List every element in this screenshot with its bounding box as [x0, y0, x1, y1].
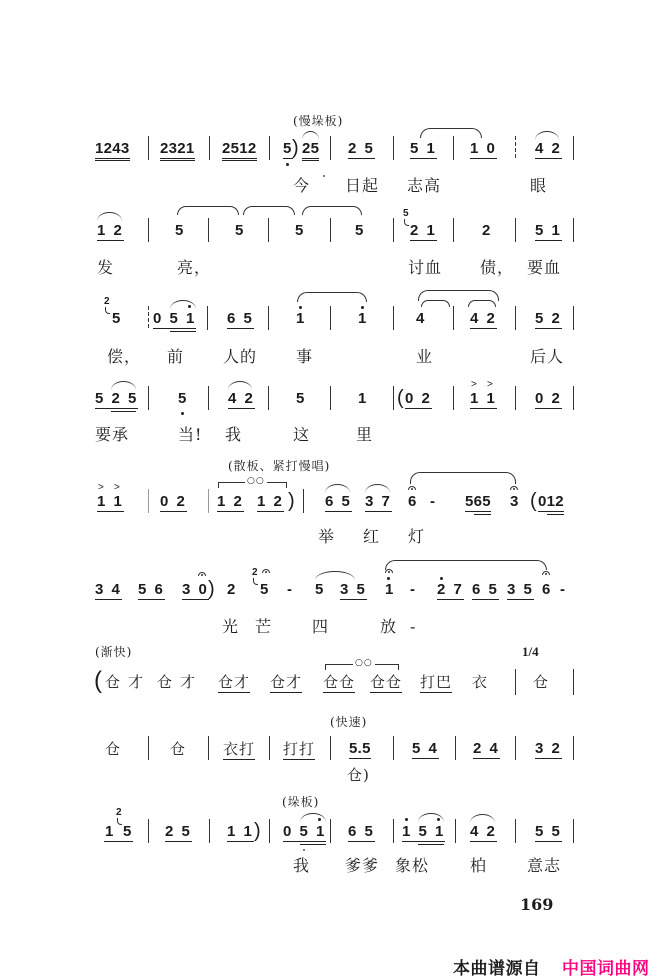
note-group: 2 7	[437, 581, 464, 598]
lyric: 我	[293, 856, 311, 875]
phrase-slur	[410, 472, 516, 484]
barline	[207, 306, 208, 330]
barline	[330, 819, 331, 843]
barline	[573, 306, 574, 330]
lyric: 眼	[530, 176, 548, 195]
note-group: 5 1	[535, 222, 562, 239]
lyric: 今	[293, 176, 311, 195]
note-group: 3 0	[182, 581, 209, 598]
barline	[515, 819, 516, 843]
tempo-marking: (渐快)	[95, 645, 133, 659]
barline	[573, 819, 574, 843]
slur-arc	[170, 300, 196, 309]
note-group: 6 5	[472, 581, 499, 598]
lyric: 讨血	[408, 258, 443, 277]
note: 5	[315, 581, 326, 598]
note-group: 1243	[95, 141, 130, 161]
slur-arc	[97, 212, 122, 221]
barline	[208, 386, 209, 410]
percussion-syllable: 仓	[105, 673, 122, 691]
slur-arc	[535, 131, 559, 140]
percussion-syllable: 仓	[533, 673, 550, 691]
percussion-group: 打巴	[420, 673, 453, 691]
bracket-open: (	[530, 490, 537, 512]
lyric: 志高	[407, 176, 442, 195]
barline	[268, 218, 269, 242]
barline	[330, 736, 331, 760]
note-group: 1 1	[227, 823, 254, 840]
note-group: 5 4	[412, 740, 439, 757]
bracket-mark: ○○	[247, 476, 265, 486]
note: 5	[296, 390, 307, 407]
note: 3	[510, 493, 521, 510]
note: 5	[112, 310, 123, 327]
grace-hook	[117, 818, 122, 825]
slur-arc	[325, 484, 350, 493]
barline	[208, 218, 209, 242]
dash-extension: -	[287, 581, 294, 598]
note-group: 0 2	[405, 390, 432, 407]
bracket-close: )	[254, 820, 261, 842]
grace-note: 2	[252, 567, 258, 578]
note: 5	[355, 222, 366, 239]
slur-arc	[302, 131, 319, 140]
dash-extension: -	[430, 493, 437, 510]
percussion-syllable: 仓	[170, 740, 187, 758]
barline	[515, 669, 516, 695]
lyric: 举	[318, 527, 336, 546]
barline	[148, 736, 149, 760]
tie-slur	[243, 206, 295, 215]
barline	[393, 218, 394, 242]
note-group: 012	[538, 493, 564, 510]
note-group: 3 5	[507, 581, 534, 598]
lyric: 偿，	[107, 347, 142, 366]
mark-dot	[323, 175, 325, 177]
tie-slur	[177, 206, 239, 215]
barline	[455, 736, 456, 760]
accent-mark	[114, 483, 120, 493]
barline	[573, 136, 574, 160]
note: 6	[542, 581, 553, 598]
fermata-icon	[510, 486, 518, 490]
note-group: 2 5	[348, 140, 375, 157]
tie-slur	[421, 300, 450, 307]
note-group: 1 5 1	[402, 823, 446, 840]
note-group: 0 5 1	[283, 823, 327, 840]
percussion-syllable: 仓	[157, 673, 174, 691]
note-group: 2 1	[410, 222, 437, 239]
lyric: 当!	[178, 425, 203, 444]
lyric: 柏	[470, 856, 488, 875]
note: 5	[178, 390, 189, 407]
note-group: 5.5	[349, 740, 371, 757]
tie-slur	[468, 300, 496, 307]
slur-arc	[228, 381, 252, 390]
percussion-syllable: 才	[180, 673, 197, 691]
high-octave-dot	[405, 818, 408, 821]
barline	[573, 386, 574, 410]
lyric: -	[410, 617, 417, 636]
note-group: 565	[465, 493, 491, 510]
note-group: 2512	[222, 141, 257, 161]
note-group: 2321	[160, 141, 195, 161]
percussion-group: 打打	[283, 740, 316, 758]
note: 2	[482, 222, 493, 239]
barline	[208, 736, 209, 760]
barline	[330, 218, 331, 242]
lyric: 业	[416, 347, 434, 366]
note-group: 5 2	[535, 310, 562, 327]
percussion-group: 仓仓	[370, 673, 403, 691]
high-octave-dot	[361, 306, 364, 309]
note-group: 6 5	[348, 823, 375, 840]
barline	[303, 489, 304, 513]
note: 6	[408, 493, 419, 510]
high-octave-dot	[387, 577, 390, 580]
lyric: 芒	[255, 617, 273, 636]
lyric: 事	[296, 347, 314, 366]
high-octave-dot	[299, 306, 302, 309]
barline	[393, 819, 394, 843]
note-group: 3 2	[535, 740, 562, 757]
percussion-syllable: 仓	[105, 740, 122, 758]
lyric: 要承	[95, 425, 130, 444]
note-group: 0 2	[535, 390, 562, 407]
lyric: 人的	[223, 347, 258, 366]
lyric: 这	[293, 425, 311, 444]
barline	[148, 218, 149, 242]
note-group: 4 2	[470, 310, 497, 327]
barline	[453, 218, 454, 242]
note-group: 3 4	[95, 581, 122, 598]
barline	[148, 306, 149, 330]
barline	[515, 306, 516, 330]
grace-note: 5	[403, 208, 409, 219]
grace-hook	[105, 307, 110, 314]
lyric: 灯	[408, 527, 426, 546]
fermata-icon	[408, 486, 416, 490]
lyric: 象松	[395, 856, 430, 875]
barline	[393, 736, 394, 760]
percussion-group: 衣打	[223, 740, 256, 758]
bracket-close: )	[292, 137, 299, 159]
note: 1	[296, 310, 307, 327]
note: 5	[175, 222, 186, 239]
underline	[104, 841, 133, 842]
note: 5	[235, 222, 246, 239]
lyric: 日起	[345, 176, 380, 195]
percussion-group: 仓才	[218, 673, 251, 691]
accent-mark	[98, 483, 104, 493]
note: 5	[295, 222, 306, 239]
barline	[148, 489, 149, 513]
note-group: 1 0	[470, 140, 497, 157]
lyric: 后人	[530, 347, 565, 366]
note-group: 5 6	[138, 581, 165, 598]
double-underline	[547, 514, 564, 515]
low-octave-dot	[181, 412, 184, 415]
note-group: 1 2	[217, 493, 244, 510]
note-group: 25	[302, 141, 319, 161]
slur-arc	[418, 813, 444, 822]
barline	[515, 386, 516, 410]
page-number: 169	[520, 895, 554, 914]
barline	[455, 819, 456, 843]
lyric: 亮，	[177, 258, 212, 277]
note-group: 4 2	[470, 823, 497, 840]
note-group: 5 5	[535, 823, 562, 840]
barline	[268, 386, 269, 410]
barline	[453, 136, 454, 160]
note: 1	[358, 390, 369, 407]
note-group: 0 2	[160, 493, 187, 510]
lyric: 爹爹	[345, 856, 380, 875]
double-underline	[474, 514, 491, 515]
grace-hook	[253, 578, 258, 585]
note-group: 1 2	[257, 493, 284, 510]
note-group: 2 5	[165, 823, 192, 840]
note: 5	[283, 140, 294, 157]
note-group: 5 1	[410, 140, 437, 157]
barline	[573, 736, 574, 760]
percussion-syllable: 衣	[472, 673, 489, 691]
note-group: 1 1	[97, 493, 124, 510]
bracket-mark: ○○	[355, 658, 373, 668]
lyric: 发	[97, 258, 115, 277]
high-octave-dot	[440, 577, 443, 580]
slur-arc	[300, 813, 326, 822]
lyric: 光	[222, 617, 240, 636]
note-group: 1 1	[470, 390, 497, 407]
lyric: 要血	[527, 258, 562, 277]
double-underline	[111, 411, 136, 412]
tempo-marking: (慢垛板)	[293, 114, 344, 128]
accent-mark	[471, 380, 477, 390]
note: 1	[105, 823, 116, 840]
barline	[573, 669, 574, 695]
tie-slur	[302, 206, 362, 215]
barline	[269, 736, 270, 760]
slur-arc	[470, 814, 495, 823]
slur-arc	[365, 484, 390, 493]
barline	[148, 136, 149, 160]
note-group: 2 4	[473, 740, 500, 757]
bracket-open: (	[94, 667, 102, 694]
fermata-icon	[262, 569, 270, 573]
lyric: 债，	[480, 258, 515, 277]
fermata-icon	[385, 569, 393, 573]
barline	[148, 819, 149, 843]
phrase-slur	[385, 560, 547, 570]
barline	[330, 306, 331, 330]
note-group: 0 5 1	[153, 310, 197, 327]
slur-arc	[315, 571, 355, 580]
percussion-lyric: 仓)	[347, 766, 370, 784]
barline	[515, 136, 516, 160]
tempo-marking: (快速)	[330, 715, 368, 729]
note: 5	[123, 823, 134, 840]
tempo-marking: (散板、紧打慢唱)	[228, 459, 331, 473]
barline	[453, 386, 454, 410]
tempo-marking: (垛板)	[282, 795, 320, 809]
barline	[148, 386, 149, 410]
barline	[209, 819, 210, 843]
dash-extension: -	[410, 581, 417, 598]
barline	[515, 736, 516, 760]
fermata-icon	[198, 572, 206, 576]
barline	[208, 489, 209, 513]
note: 2	[227, 581, 238, 598]
fermata-icon	[542, 571, 550, 575]
tie-slur	[297, 292, 367, 302]
source-site-link[interactable]: 中国词曲网	[562, 959, 650, 979]
barline	[393, 386, 394, 410]
low-octave-dot	[286, 163, 289, 166]
barline	[268, 306, 269, 330]
grace-note: 2	[116, 807, 122, 818]
note: 5	[260, 581, 271, 598]
source-label: 本曲谱源自	[453, 959, 541, 979]
barline	[515, 218, 516, 242]
percussion-bracket	[325, 658, 399, 670]
note: 1	[358, 310, 369, 327]
note-group: 4 2	[228, 390, 255, 407]
barline	[269, 819, 270, 843]
barline	[269, 136, 270, 160]
lyric: 红	[363, 527, 381, 546]
percussion-group: 仓才	[270, 673, 303, 691]
double-underline	[300, 844, 326, 845]
slur-arc	[111, 381, 136, 390]
barline	[573, 218, 574, 242]
note-group: 5 2 5	[95, 390, 139, 407]
percussion-syllable: 才	[128, 673, 145, 691]
barline	[330, 136, 331, 160]
lyric: 四	[312, 617, 330, 636]
barline	[393, 136, 394, 160]
time-signature: 1/4	[522, 644, 539, 659]
note: 4	[416, 310, 427, 327]
note-group: 3 5	[340, 581, 367, 598]
note: 1	[385, 581, 396, 598]
dash-extension: -	[560, 581, 567, 598]
grace-note: 2	[104, 296, 110, 307]
barline	[209, 136, 210, 160]
note-group: 1 2	[97, 222, 124, 239]
lyric: 我	[225, 425, 243, 444]
mark-dot	[303, 849, 305, 851]
bracket-open: (	[397, 387, 404, 409]
note-group: 3 7	[365, 493, 392, 510]
percussion-group: 仓仓	[323, 673, 356, 691]
percussion-bracket	[218, 476, 287, 488]
barline	[453, 306, 454, 330]
grace-hook	[404, 219, 409, 226]
note-group: 4 2	[535, 140, 562, 157]
accent-mark	[487, 380, 493, 390]
bracket-close: )	[288, 490, 295, 512]
lyric: 放	[380, 617, 398, 636]
lyric: 意志	[527, 856, 562, 875]
note-group: 6 5	[325, 493, 352, 510]
barline	[393, 306, 394, 330]
lyric: 前	[167, 347, 185, 366]
double-underline	[418, 844, 444, 845]
lyric: 里	[356, 425, 374, 444]
tie-slur	[420, 128, 482, 138]
double-underline	[170, 331, 196, 332]
note-group: 6 5	[227, 310, 254, 327]
bracket-close: )	[208, 578, 215, 600]
barline	[330, 386, 331, 410]
